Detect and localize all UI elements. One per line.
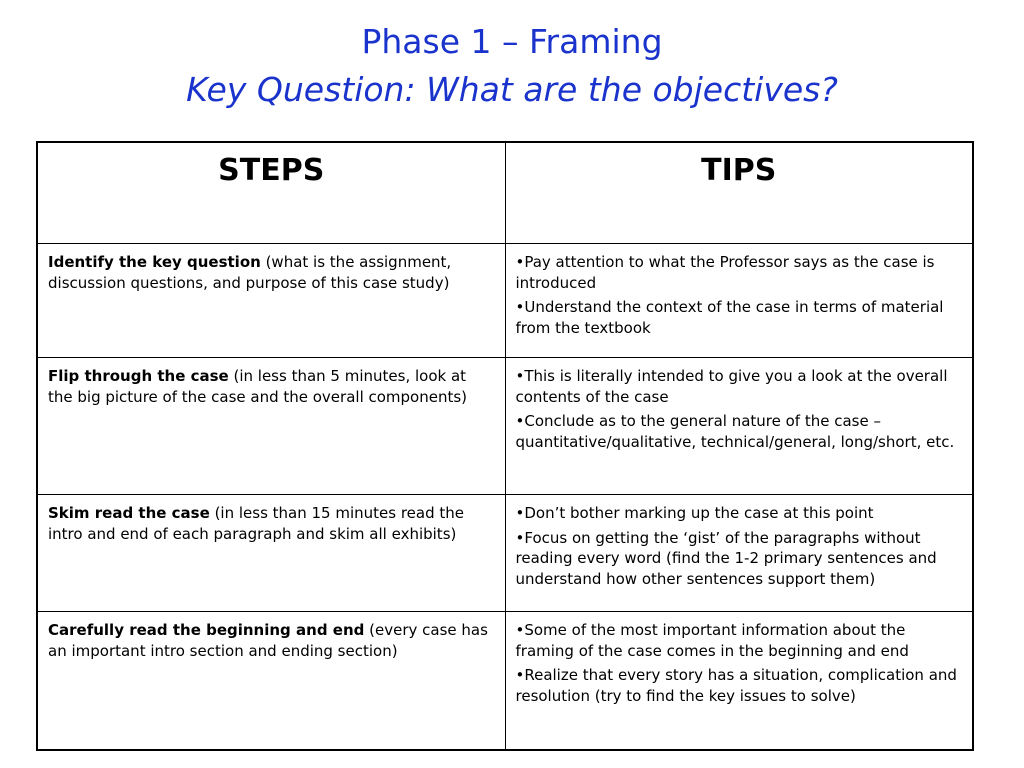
page-title: Phase 1 – Framing [361, 22, 663, 61]
step-name: Flip through the case [48, 367, 229, 385]
tips-cell [505, 495, 973, 612]
step-cell [37, 244, 505, 358]
tip-item: •This is literally intended to give you a look at the overall contents of the case [515, 367, 948, 406]
step-detail: (what is the assignment, discussion questions, and purpose of this case study) [48, 253, 452, 292]
tip-item: •Pay attention to what the Professor says as the case is introduced [515, 253, 935, 292]
step-name: Skim read the case [48, 504, 210, 522]
step-detail: (in less than 15 minutes read the intro and end of each paragraph and skim all exhibits) [48, 504, 465, 543]
step-name: Identify the key question [48, 253, 261, 271]
step-cell [37, 612, 505, 751]
tip-item: •Conclude as to the general nature of the case – quantitative/qualitative, technical/general, long/short, etc. [515, 412, 955, 451]
step-cell [37, 358, 505, 495]
table-row [37, 495, 973, 612]
header-steps: STEPS [37, 142, 505, 244]
table-row [37, 358, 973, 495]
tip-item: •Realize that every story has a situation, complication and resolution (try to find the key issues to solve) [515, 666, 957, 705]
step-detail: (every case has an important intro section and ending section) [48, 621, 488, 660]
tip-item: •Some of the most important information about the framing of the case comes in the beginning and end [515, 621, 909, 660]
step-cell [37, 495, 505, 612]
table-header-row [37, 142, 973, 244]
header-tips: TIPS [505, 142, 973, 244]
tips-cell [505, 244, 973, 358]
page-subtitle: Key Question: What are the objectives? [186, 70, 838, 109]
tips-cell [505, 612, 973, 751]
tip-item: •Understand the context of the case in terms of material from the textbook [515, 298, 944, 337]
slide-title [0, 18, 1024, 114]
table-row [37, 612, 973, 751]
step-detail: (in less than 5 minutes, look at the big picture of the case and the overall components) [48, 367, 468, 406]
table-row [37, 244, 973, 358]
steps-tips-table [36, 141, 974, 751]
step-name: Carefully read the beginning and end [48, 621, 365, 639]
tip-item: •Focus on getting the ‘gist’ of the paragraphs without reading every word (find the 1-2 primary sentences and understand how other sentences support them) [515, 528, 937, 588]
tip-item: •Don’t bother marking up the case at this point [515, 504, 874, 522]
tips-cell [505, 358, 973, 495]
